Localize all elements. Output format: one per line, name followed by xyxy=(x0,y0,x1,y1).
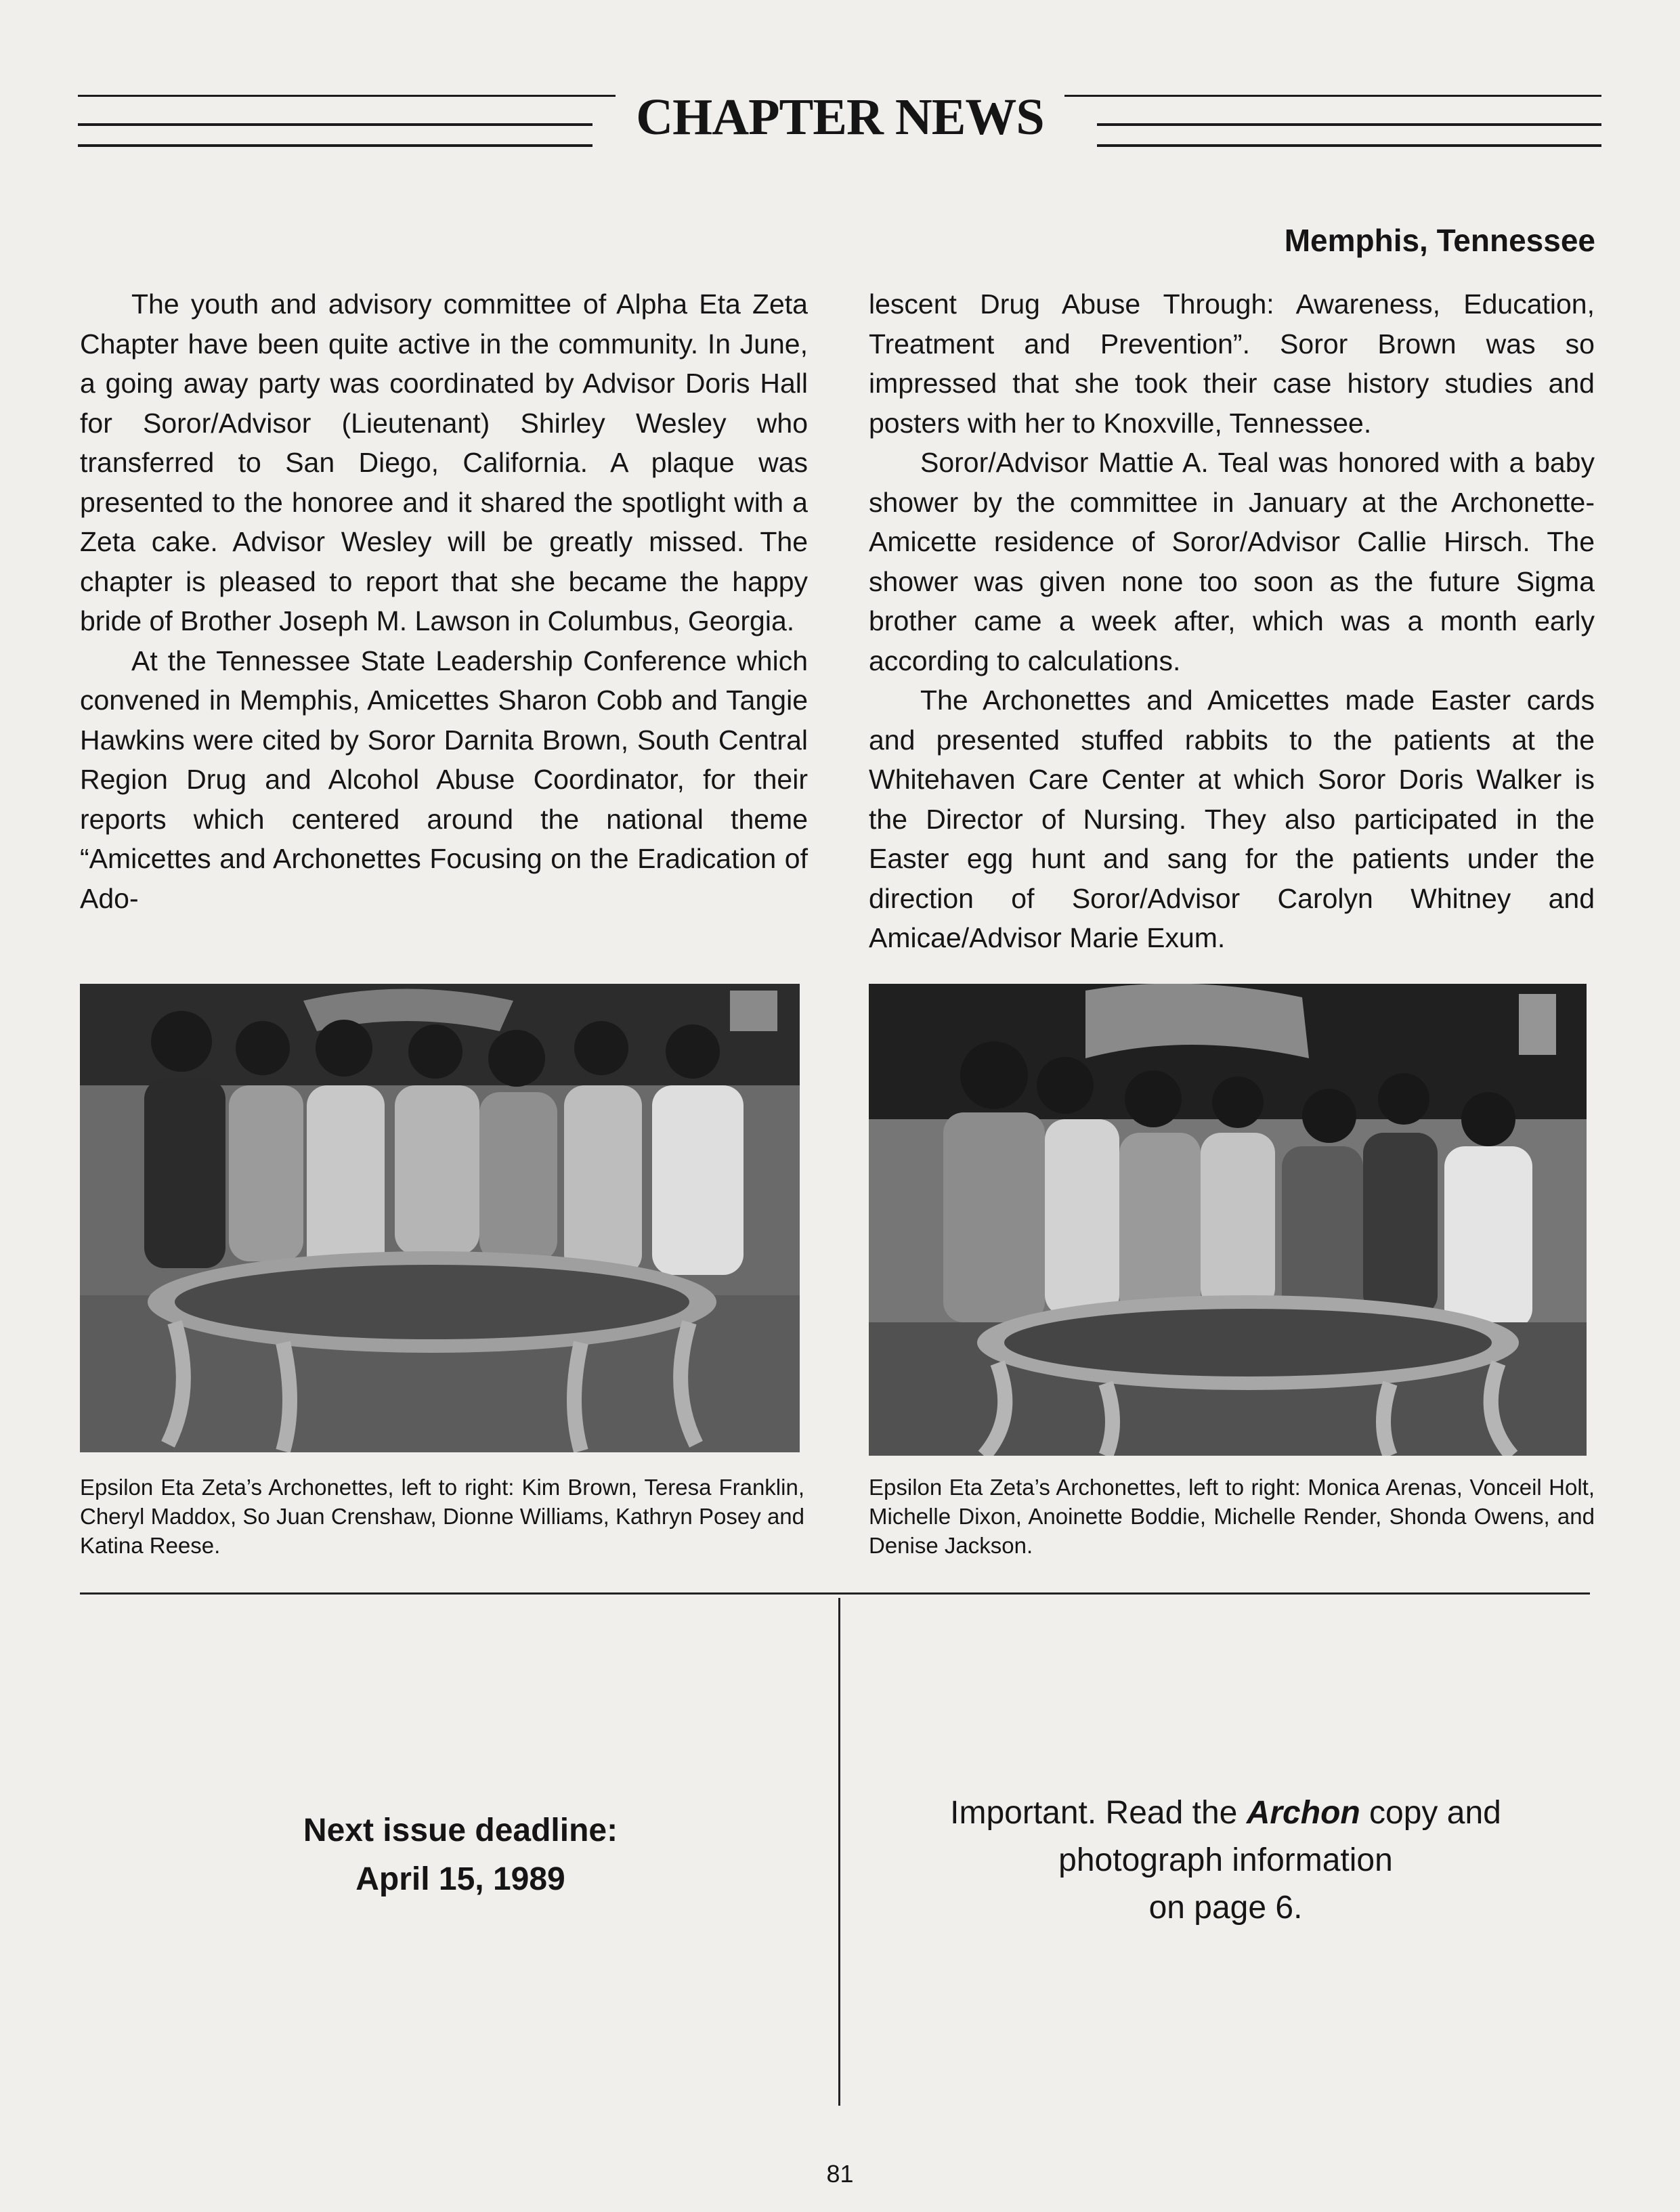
photo-illustration xyxy=(80,984,800,1452)
photo-illustration xyxy=(869,984,1587,1456)
important-notice xyxy=(880,1790,1571,1932)
article-paragraph: lescent Drug Abuse Through: Awareness, Education, Treatment and Prevention”. Soror Brown was so impressed that she took their case history studies and posters with her to Knoxville, Tennessee. xyxy=(869,288,1595,439)
column-divider xyxy=(838,1598,840,2106)
section-divider xyxy=(80,1592,1590,1595)
group-photo-right xyxy=(869,984,1587,1456)
photo-caption-left: Epsilon Eta Zeta’s Archonettes, left to right: Kim Brown, Teresa Franklin, Cheryl Maddox, So Juan Crenshaw, Dionne Williams, Kathryn Posey and Katina Reese. xyxy=(80,1475,804,1558)
deadline-label: Next issue deadline: xyxy=(303,1813,618,1848)
archon-title: Archon xyxy=(1246,1795,1360,1831)
article-location: Memphis, Tennessee xyxy=(1284,223,1595,258)
article-column-left xyxy=(80,284,808,918)
article-paragraph: At the Tennessee State Leadership Conference which convened in Memphis, Amicettes Sharon Cobb and Tangie Hawkins were cited by Soror Darnita Brown, South Central Region Drug and Alcohol Abuse Coordinator, for their reports which centered around the national theme “Amicettes and Archonettes Focusing on the Eradication of Ado- xyxy=(80,645,808,914)
header-rule-left-lower xyxy=(78,144,593,147)
deadline-notice xyxy=(203,1806,718,1904)
page-number: 81 xyxy=(826,2160,854,2188)
section-title: CHAPTER NEWS xyxy=(0,91,1680,143)
notice-text: copy and xyxy=(1360,1795,1501,1831)
photo-caption-right: Epsilon Eta Zeta’s Archonettes, left to right: Monica Arenas, Vonceil Holt, Michelle Dixon, Anoinette Boddie, Michelle Render, Shonda Owens, and Denise Jackson. xyxy=(869,1475,1595,1558)
article-paragraph: The Archonettes and Amicettes made Easter cards and presented stuffed rabbits to the patients at the Whitehaven Care Center at which Soror Doris Walker is the Director of Nursing. They also participated in the Easter egg hunt and sang for the patients under the direction of Soror/Advisor Carolyn Whitney and Amicae/Advisor Marie Exum. xyxy=(869,685,1595,953)
group-photo-left xyxy=(80,984,800,1452)
article-column-right xyxy=(869,284,1595,958)
notice-line-2: photograph information xyxy=(1058,1842,1393,1878)
notice-line-1 xyxy=(880,1790,1571,1837)
notice-text: Important. Read the xyxy=(950,1795,1247,1831)
article-paragraph: Soror/Advisor Mattie A. Teal was honored with a baby shower by the committee in January at the Archonette-Amicette residence of Soror/Advisor Callie Hirsch. The shower was given none too soon as the future Sigma brother came a week after, which was a month early according to calculations. xyxy=(869,447,1595,676)
header-rule-right-lower xyxy=(1097,144,1601,147)
deadline-date: April 15, 1989 xyxy=(356,1861,565,1897)
article-paragraph: The youth and advisory committee of Alpha Eta Zeta Chapter have been quite active in the community. In June, a going away party was coordinated by Advisor Doris Hall for Soror/Advisor (Lieutenant) Shirley Wesley who transferred to San Diego, California. A plaque was presented to the honoree and it shared the spotlight with a Zeta cake. Advisor Wesley will be greatly missed. The chapter is pleased to report that she became the happy bride of Brother Joseph M. Lawson in Columbus, Georgia. xyxy=(80,288,808,636)
notice-line-3: on page 6. xyxy=(1148,1890,1303,1926)
